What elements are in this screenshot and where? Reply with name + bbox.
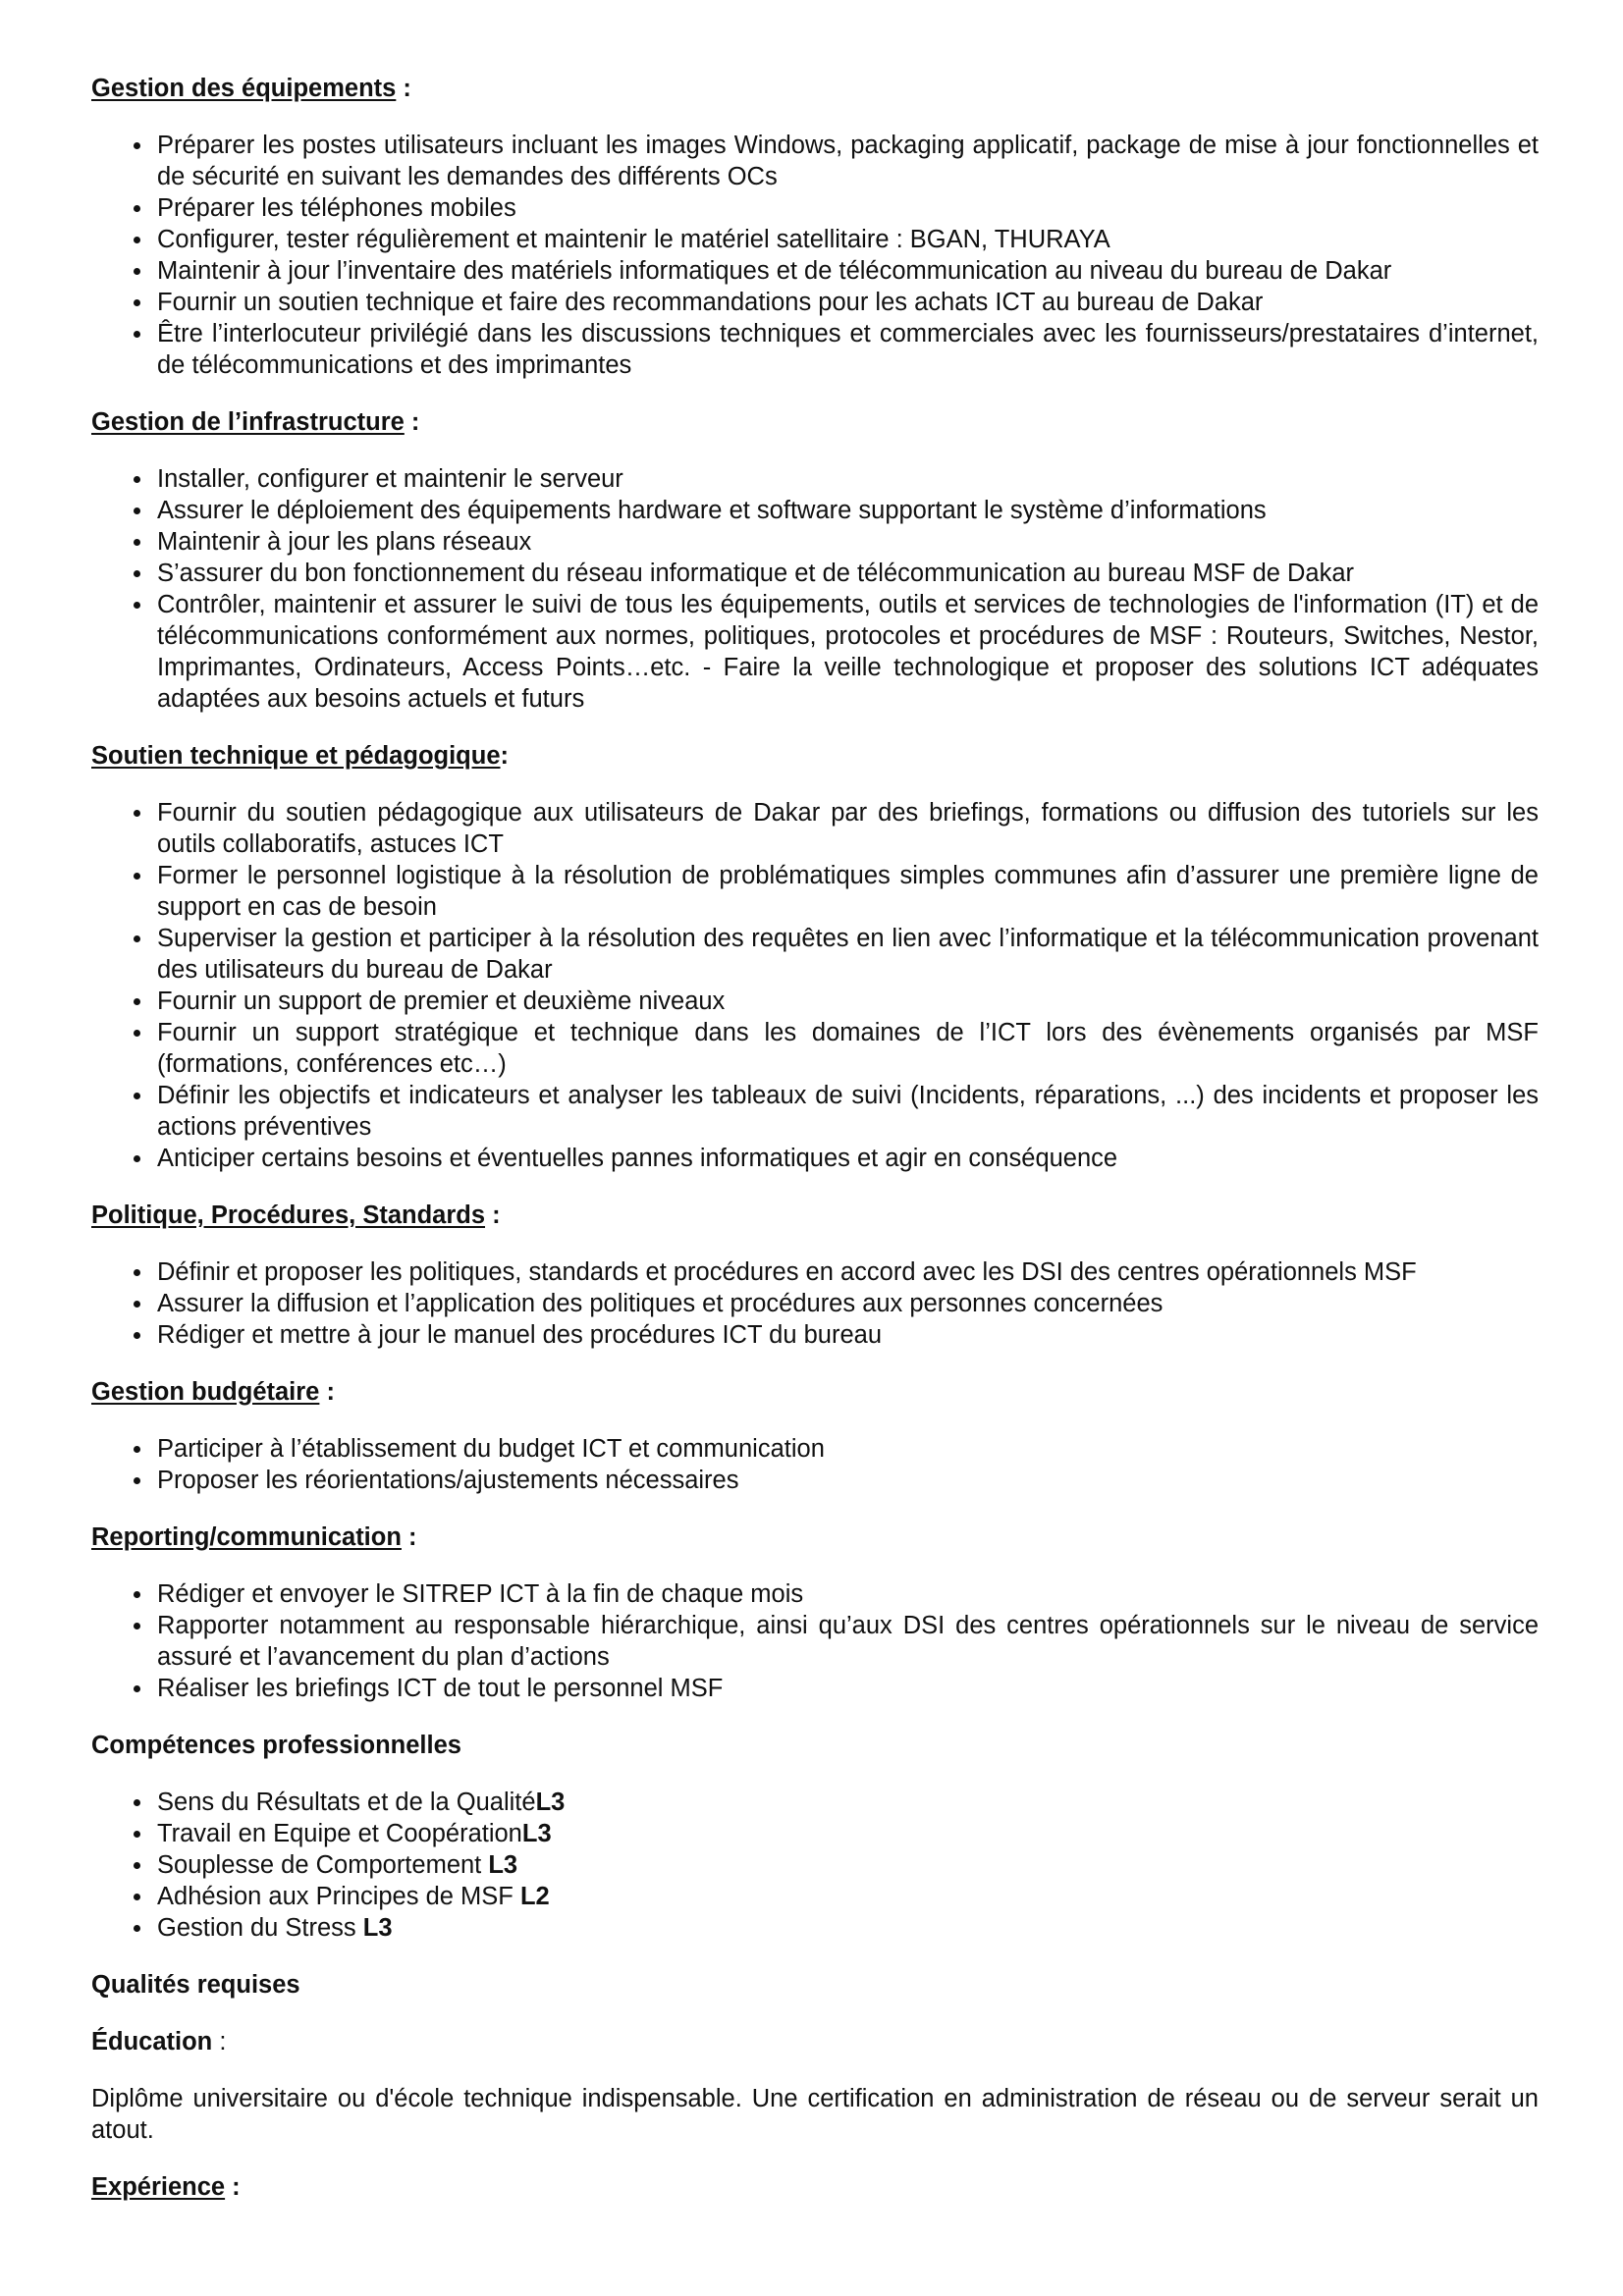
list-item: Réaliser les briefings ICT de tout le personnel MSF [157, 1673, 1539, 1704]
section-title: Gestion budgétaire [91, 1378, 320, 1406]
list-item: Fournir du soutien pédagogique aux utilisateurs de Dakar par des briefings, formations ou diffusion des tutoriels sur les outils collaboratifs, astuces ICT [157, 799, 1539, 858]
list-item: Rapporter notamment au responsable hiérarchique, ainsi qu’aux DSI des centres opérationnels sur le niveau de service assuré et l’avancement du plan d’actions [157, 1612, 1539, 1671]
list-item: Installer, configurer et maintenir le serveur [157, 463, 1539, 495]
competence-level: L3 [535, 1789, 566, 1816]
experience-title: Expérience [91, 2173, 226, 2201]
competence-level: L3 [362, 1914, 393, 1942]
competence-level: L3 [521, 1820, 552, 1847]
competence-item [157, 1849, 1539, 1881]
competence-item [157, 1912, 1539, 1944]
list-item: Participer à l’établissement du budget ICT et communication [157, 1433, 1539, 1465]
bullet-list [91, 1578, 1539, 1704]
education-text: Diplôme universitaire ou d'école technique indispensable. Une certification en administration de réseau ou de serveur serait un atout. [91, 2085, 1539, 2144]
list-item: Rédiger et mettre à jour le manuel des procédures ICT du bureau [157, 1319, 1539, 1351]
list-item: Rédiger et envoyer le SITREP ICT à la fin de chaque mois [157, 1578, 1539, 1610]
bullet-list [91, 130, 1539, 381]
education-title: Éducation [91, 2028, 213, 2056]
competence-item [157, 1818, 1539, 1849]
list-item: Contrôler, maintenir et assurer le suivi de tous les équipements, outils et services de technologies de l'information (IT) et de télécommunications conformément aux normes, politiques, protocoles et procédures de MSF : Routeurs, Switches, Nestor, Imprimantes, Ordinateurs, Access Points…etc. - Faire la veille technologique et proposer des solutions ICT adéquates adaptées aux besoins actuels et futurs [157, 591, 1539, 713]
competence-label: Travail en Equipe et Coopération [157, 1820, 522, 1847]
section-title: Soutien technique et pédagogique [91, 742, 501, 770]
list-item: Superviser la gestion et participer à la résolution des requêtes en lien avec l’informatique et la télécommunication provenant des utilisateurs du bureau de Dakar [157, 925, 1539, 984]
list-item: Proposer les réorientations/ajustements nécessaires [157, 1465, 1539, 1496]
section-heading [91, 1376, 1539, 1408]
qualites-heading: Qualités requises [91, 1971, 300, 1999]
section-title-suffix: : [485, 1201, 501, 1229]
bullet-list [91, 1433, 1539, 1496]
bullet-list [91, 797, 1539, 1174]
experience-heading [91, 2171, 1539, 2203]
list-item: Préparer les téléphones mobiles [157, 192, 1539, 224]
competence-label: Gestion du Stress [157, 1914, 363, 1942]
competence-label: Sens du Résultats et de la Qualité [157, 1789, 536, 1816]
list-item: Maintenir à jour l’inventaire des matériels informatiques et de télécommunication au niveau du bureau de Dakar [157, 255, 1539, 287]
competence-item [157, 1881, 1539, 1912]
list-item: S’assurer du bon fonctionnement du réseau informatique et de télécommunication au bureau MSF de Dakar [157, 558, 1539, 589]
list-item: Fournir un support de premier et deuxième niveaux [157, 986, 1539, 1017]
list-item: Anticiper certains besoins et éventuelles pannes informatiques et agir en conséquence [157, 1143, 1539, 1174]
list-item: Fournir un support stratégique et technique dans les domaines de l’ICT lors des évènements organisés par MSF (formations, conférences etc…) [157, 1019, 1539, 1078]
list-item: Définir et proposer les politiques, standards et procédures en accord avec les DSI des centres opérationnels MSF [157, 1256, 1539, 1288]
section-heading [91, 1200, 1539, 1231]
education-suffix: : [212, 2028, 227, 2056]
competence-level: L3 [488, 1851, 518, 1879]
section-heading [91, 740, 1539, 772]
list-item: Assurer le déploiement des équipements hardware et software supportant le système d’informations [157, 495, 1539, 526]
list-item: Maintenir à jour les plans réseaux [157, 526, 1539, 558]
section-heading [91, 1522, 1539, 1553]
section-heading [91, 73, 1539, 104]
section-title-suffix: : [401, 1523, 417, 1551]
section-title: Reporting/communication [91, 1523, 402, 1551]
education-heading [91, 2026, 1539, 2057]
list-item: Configurer, tester régulièrement et maintenir le matériel satellitaire : BGAN, THURAYA [157, 224, 1539, 255]
competences-list [91, 1787, 1539, 1944]
competence-item [157, 1787, 1539, 1818]
competences-heading: Compétences professionnelles [91, 1732, 461, 1759]
list-item: Être l’interlocuteur privilégié dans les discussions techniques et commerciales avec les fournisseurs/prestataires d’internet, de télécommunications et des imprimantes [157, 320, 1539, 379]
list-item: Former le personnel logistique à la résolution de problématiques simples communes afin d’assurer une première ligne de support en cas de besoin [157, 862, 1539, 921]
section-title: Gestion de l’infrastructure [91, 408, 405, 436]
bullet-list [91, 1256, 1539, 1351]
section-title-suffix: : [500, 742, 510, 770]
section-title-suffix: : [319, 1378, 335, 1406]
competence-level: L2 [519, 1883, 550, 1910]
competence-label: Souplesse de Comportement [157, 1851, 489, 1879]
experience-suffix: : [225, 2173, 241, 2201]
competence-label: Adhésion aux Principes de MSF [157, 1883, 520, 1910]
list-item: Fournir un soutien technique et faire des recommandations pour les achats ICT au bureau de Dakar [157, 287, 1539, 318]
list-item: Définir les objectifs et indicateurs et analyser les tableaux de suivi (Incidents, réparations, ...) des incidents et proposer les actions préventives [157, 1082, 1539, 1141]
list-item: Assurer la diffusion et l’application des politiques et procédures aux personnes concernées [157, 1288, 1539, 1319]
bullet-list [91, 463, 1539, 715]
section-heading [91, 406, 1539, 438]
section-title: Politique, Procédures, Standards [91, 1201, 486, 1229]
section-title-suffix: : [404, 408, 420, 436]
list-item: Préparer les postes utilisateurs incluant les images Windows, packaging applicatif, package de mise à jour fonctionnelles et de sécurité en suivant les demandes des différents OCs [157, 132, 1539, 190]
section-title-suffix: : [396, 75, 411, 102]
section-title: Gestion des équipements [91, 75, 397, 102]
